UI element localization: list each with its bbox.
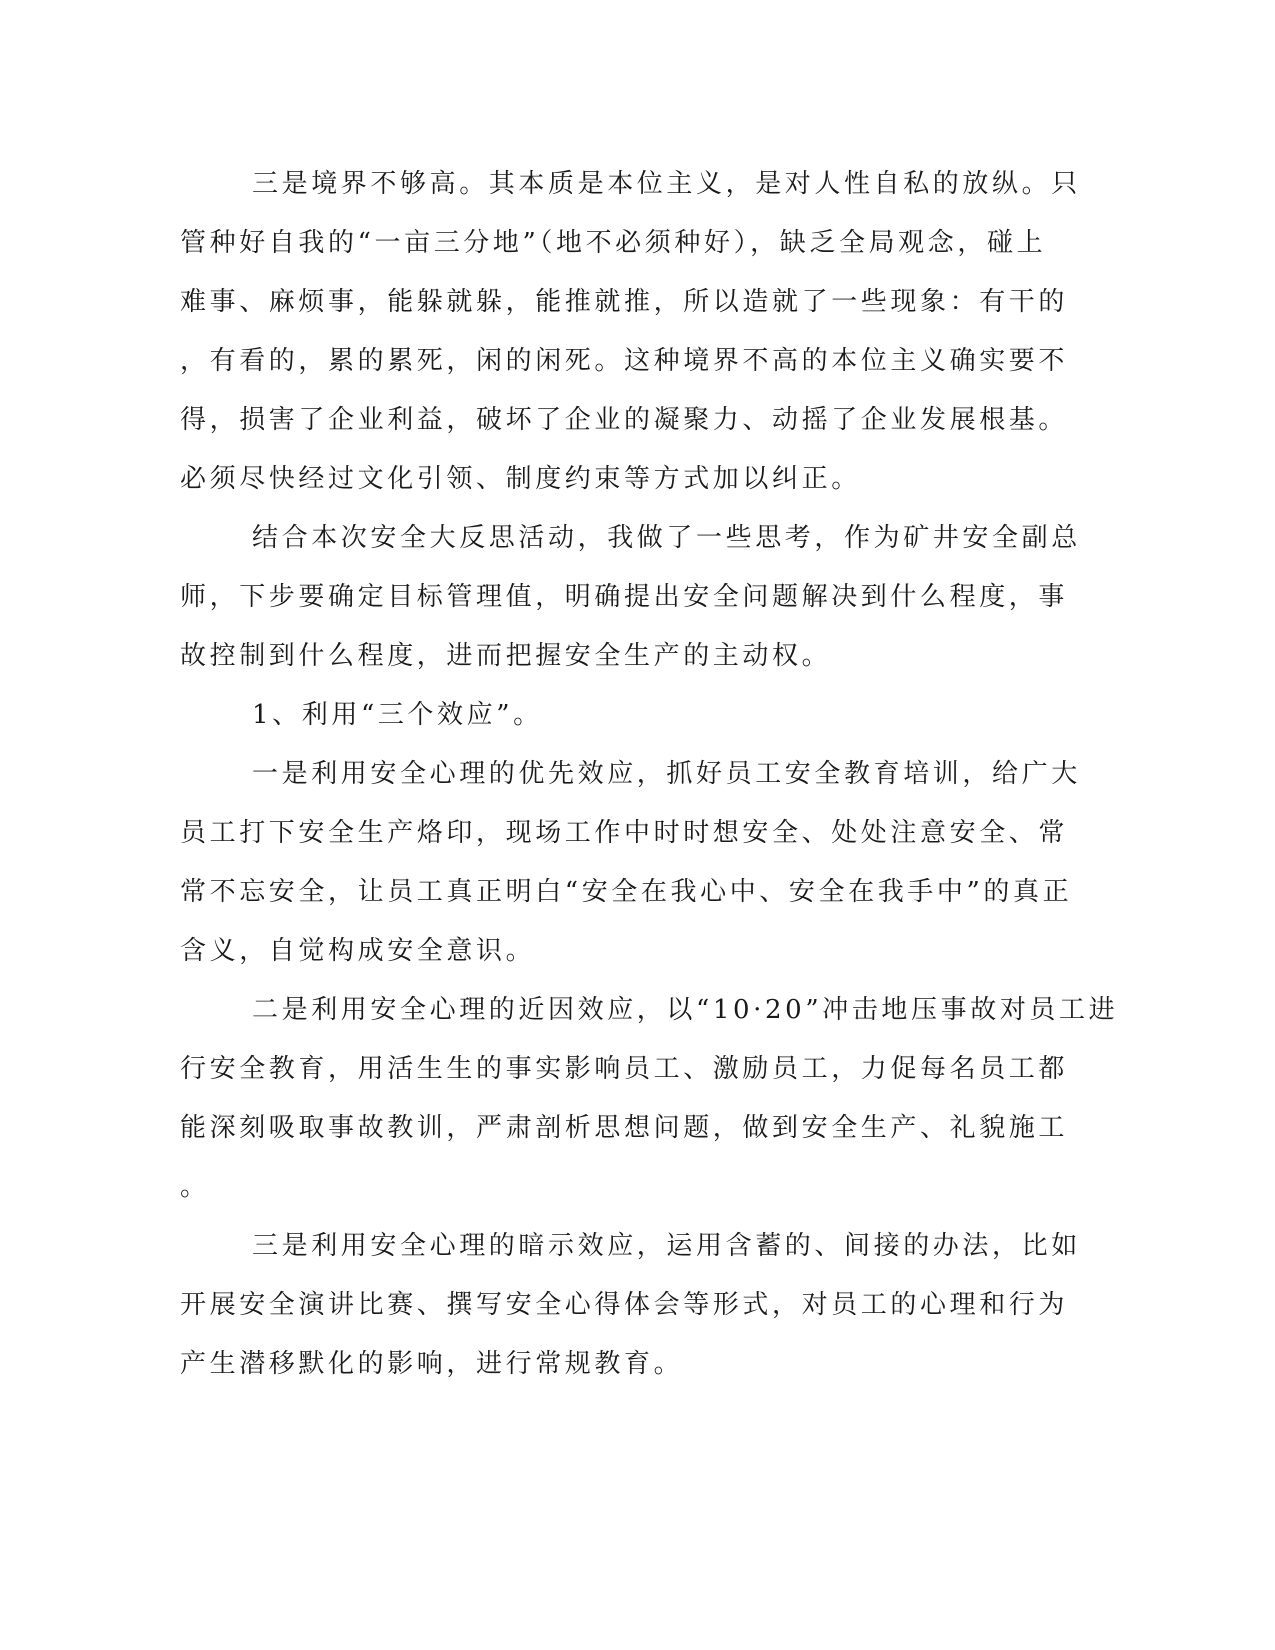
text-line: 得，损害了企业利益，破坏了企业的凝聚力、动摇了企业发展根基。 [180, 405, 1069, 435]
text-line: 难事、麻烦事，能躲就躲，能推就推，所以造就了一些现象：有干的 [180, 287, 1069, 317]
section-heading: 1、利用“三个效应”。 [252, 700, 543, 730]
text-line: 员工打下安全生产烙印，现场工作中时时想安全、处处注意安全、常 [180, 818, 1069, 848]
text-line: 管种好自我的“一亩三分地”（地不必须种好），缺乏全局观念，碰上 [180, 228, 1047, 258]
text-line: 含义，自觉构成安全意识。 [180, 936, 536, 966]
text-line: 师，下步要确定目标管理值，明确提出安全问题解决到什么程度，事 [180, 582, 1069, 612]
text-line: 三是利用安全心理的暗示效应，运用含蓄的、间接的办法，比如 [252, 1231, 1081, 1261]
text-line: 一是利用安全心理的优先效应，抓好员工安全教育培训，给广大 [252, 759, 1081, 789]
text-line: 必须尽快经过文化引领、制度约束等方式加以纠正。 [180, 464, 861, 494]
text-line: 二是利用安全心理的近因效应，以“10·20”冲击地压事故对员工进 [252, 995, 1119, 1025]
text-line: 结合本次安全大反思活动，我做了一些思考，作为矿井安全副总 [252, 523, 1081, 553]
text-line: 产生潜移默化的影响，进行常规教育。 [180, 1349, 684, 1379]
text-line: 三是境界不够高。其本质是本位主义，是对人性自私的放纵。只 [252, 169, 1081, 199]
text-line: 。 [180, 1172, 210, 1202]
text-line: 故控制到什么程度，进而把握安全生产的主动权。 [180, 641, 832, 671]
text-line: 常不忘安全，让员工真正明白“安全在我心中、安全在我手中”的真正 [180, 877, 1073, 907]
text-line: ，有看的，累的累死，闲的闲死。这种境界不高的本位主义确实要不 [180, 346, 1069, 376]
text-line: 开展安全演讲比赛、撰写安全心得体会等形式，对员工的心理和行为 [180, 1290, 1069, 1320]
text-line: 行安全教育，用活生生的事实影响员工、激励员工，力促每名员工都 [180, 1054, 1069, 1084]
document-body [180, 155, 1119, 1394]
text-line: 能深刻吸取事故教训，严肃剖析思想问题，做到安全生产、礼貌施工 [180, 1113, 1069, 1143]
